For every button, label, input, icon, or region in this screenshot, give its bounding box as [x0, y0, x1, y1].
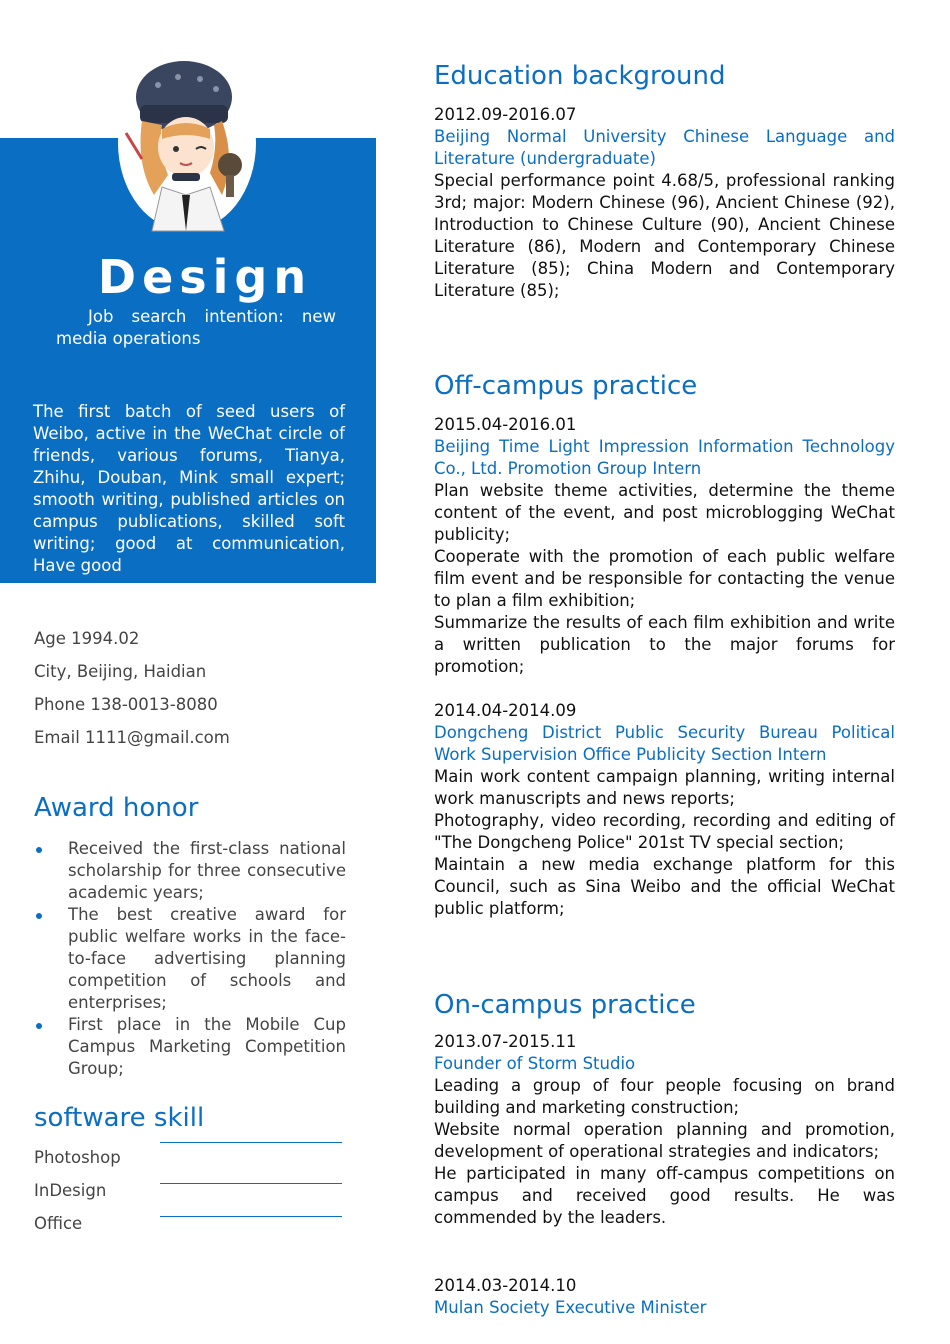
- job-intention: Job search intention: new media operations: [56, 307, 336, 348]
- skill-label: Office: [34, 1214, 83, 1233]
- desc-line: Plan website theme activities, determine the theme content of the event, and post microblogging WeChat publicity;: [434, 481, 895, 544]
- skill-label: Photoshop: [34, 1148, 121, 1167]
- desc-line: Special performance point 4.68/5, professional ranking 3rd; major: Modern Chinese (96), Ancient Chinese (92), Introduction to Chinese Culture (90), Ancient Chinese Literature (86), Modern and Contemporary Chinese Literature (85); China Modern and Contemporary Literature (85);: [434, 171, 895, 300]
- entry-org: Dongcheng District Public Security Bureau Political Work Supervision Office Publicity Section Intern: [434, 723, 895, 764]
- bullet-icon: [36, 1023, 42, 1029]
- skill-bar: [160, 1216, 342, 1217]
- entry-org: Founder of Storm Studio: [434, 1054, 636, 1073]
- skill-row: [34, 1212, 344, 1245]
- entry-date: 2014.04-2014.09: [434, 701, 577, 720]
- cartoon-avatar-icon: [118, 55, 256, 231]
- list-item: [34, 904, 346, 1014]
- avatar: [118, 55, 256, 231]
- award-title: Award honor: [34, 793, 199, 823]
- award-text: First place in the Mobile Cup Campus Marketing Competition Group;: [68, 1015, 346, 1078]
- on-campus-entry-2: [434, 1275, 895, 1319]
- entry-org: Beijing Normal University Chinese Language and Literature (undergraduate): [434, 127, 895, 168]
- off-campus-entry-2: [434, 700, 895, 920]
- on-campus-title: On-campus practice: [434, 990, 696, 1020]
- contact-phone: Phone 138-0013-8080: [34, 695, 218, 714]
- desc-line: Summarize the results of each film exhibition and write a written publication to the major forums for promotion;: [434, 613, 895, 676]
- award-text: The best creative award for public welfare works in the face-to-face advertising planning competition of schools and enterprises;: [68, 905, 346, 1012]
- desc-line: Maintain a new media exchange platform for this Council, such as Sina Weibo and the official WeChat public platform;: [434, 855, 895, 918]
- skill-title: software skill: [34, 1103, 205, 1133]
- skill-list: [34, 1146, 344, 1245]
- desc-line: Website normal operation planning and promotion, development of operational strategies and indicators;: [434, 1120, 895, 1161]
- skill-bar: [160, 1183, 342, 1184]
- desc-line: Leading a group of four people focusing on brand building and marketing construction;: [434, 1076, 895, 1117]
- right-column: [434, 55, 895, 1317]
- bullet-icon: [36, 847, 42, 853]
- entry-date: 2012.09-2016.07: [434, 105, 577, 124]
- entry-desc: [434, 480, 895, 678]
- entry-org: Beijing Time Light Impression Information Technology Co., Ltd. Promotion Group Intern: [434, 437, 895, 478]
- entry-desc: [434, 170, 895, 302]
- entry-desc: [434, 1075, 895, 1229]
- desc-line: Photography, video recording, recording and editing of "The Dongcheng Police" 201st TV special section;: [434, 811, 895, 852]
- list-item: [34, 1014, 346, 1080]
- profile-name: Design: [97, 250, 313, 304]
- desc-line: Cooperate with the promotion of each public welfare film event and be responsible for contacting the venue to plan a film exhibition;: [434, 547, 895, 610]
- contact-email: Email 1111@gmail.com: [34, 728, 230, 747]
- bullet-icon: [36, 913, 42, 919]
- education-title: Education background: [434, 61, 726, 91]
- off-campus-section: [434, 365, 895, 678]
- entry-date: 2014.03-2014.10: [434, 1276, 577, 1295]
- contact-city: City, Beijing, Haidian: [34, 662, 207, 681]
- entry-date: 2013.07-2015.11: [434, 1032, 577, 1051]
- entry-date: 2015.04-2016.01: [434, 415, 577, 434]
- award-text: Received the first-class national scholarship for three consecutive academic years;: [68, 839, 346, 902]
- entry-org: Mulan Society Executive Minister: [434, 1298, 707, 1317]
- entry-desc: [434, 766, 895, 920]
- contact-age: Age 1994.02: [34, 629, 140, 648]
- self-introduction: The first batch of seed users of Weibo, active in the WeChat circle of friends, various forums, Tianya, Zhihu, Douban, Mink small expert; smooth writing, published articles on campus publications, skilled soft writing; good at communication, Have good: [33, 402, 345, 575]
- desc-line: He participated in many off-campus competitions on campus and received good results. He was commended by the leaders.: [434, 1164, 895, 1227]
- contact-info: [34, 628, 334, 760]
- off-campus-title: Off-campus practice: [434, 371, 698, 401]
- on-campus-section: [434, 984, 895, 1229]
- skill-row: [34, 1146, 344, 1179]
- skill-bar: [160, 1142, 342, 1143]
- education-section: [434, 55, 895, 302]
- skill-label: InDesign: [34, 1181, 107, 1200]
- desc-line: Main work content campaign planning, writing internal work manuscripts and news reports;: [434, 767, 895, 808]
- award-list: [34, 838, 346, 1080]
- skill-row: [34, 1179, 344, 1212]
- list-item: [34, 838, 346, 904]
